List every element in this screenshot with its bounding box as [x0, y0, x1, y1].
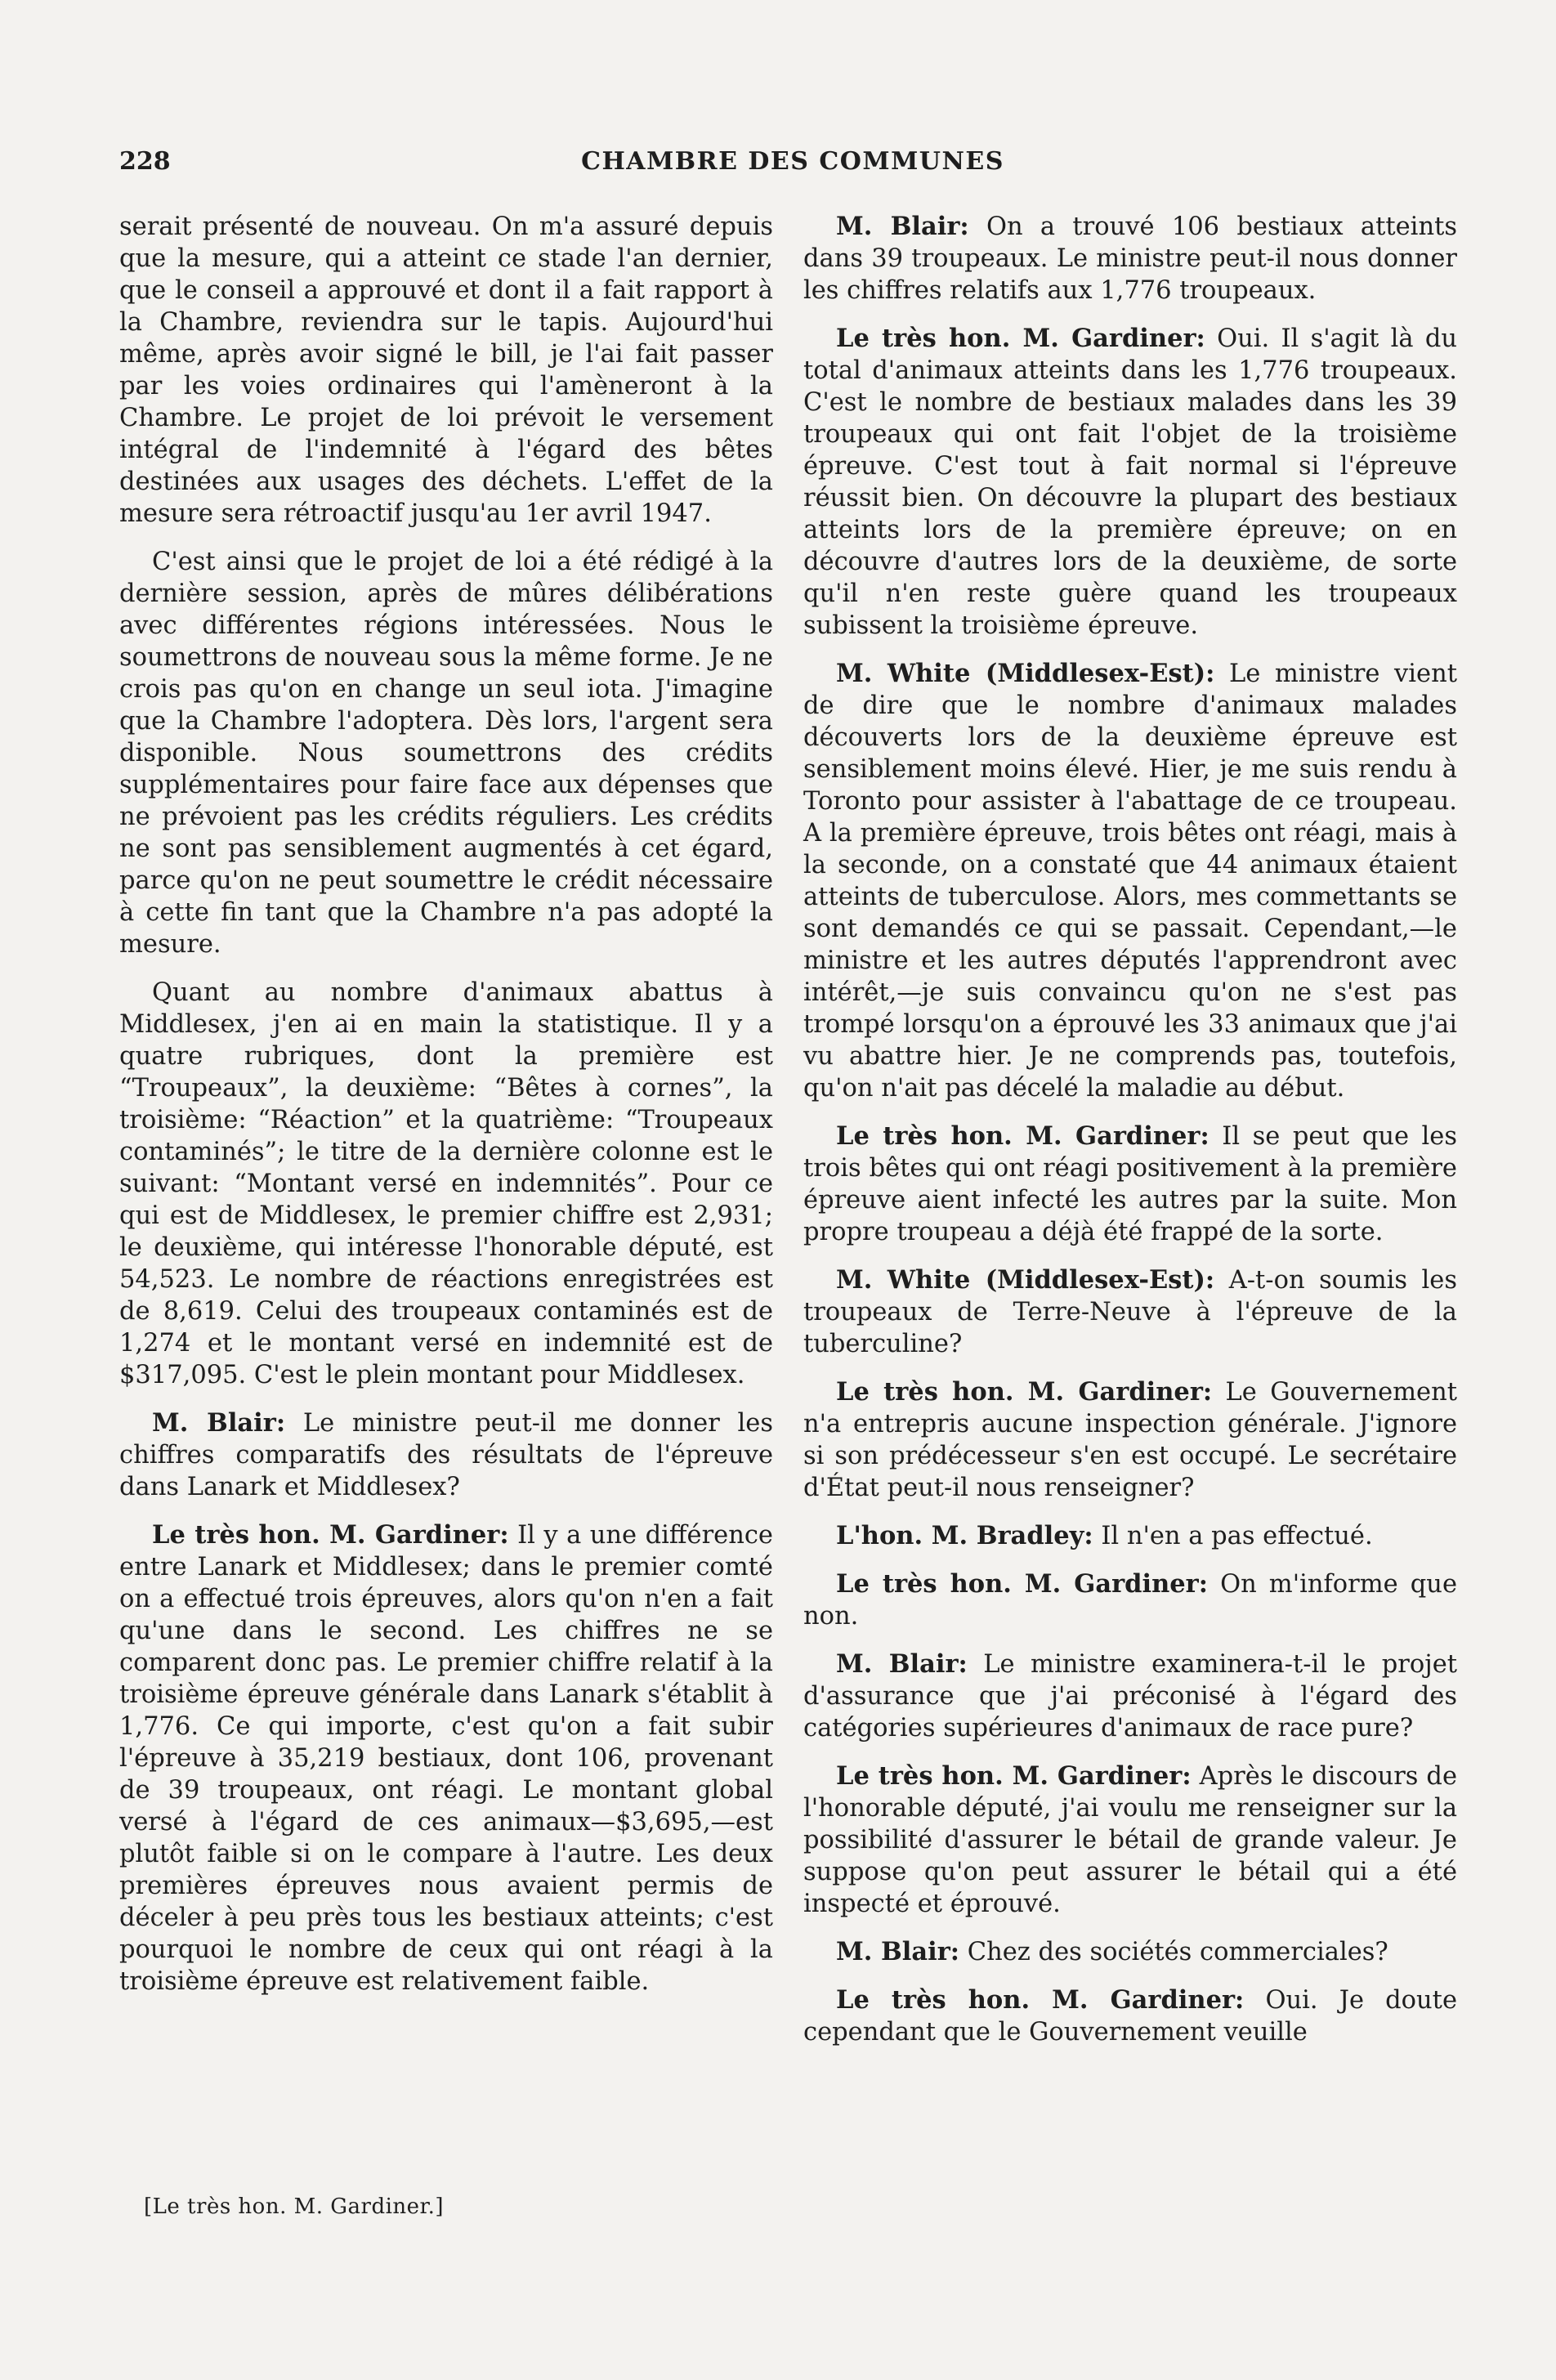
paragraph-text: Le ministre vient de dire que le nombre d'animaux malades découverts lors de la deuxième épreuve est sensiblement moins élevé. Hier, je me suis rendu à Toronto pour assister à l'abattage de ce troupeau. A la première épreuve, trois bêtes ont réagi, mais à la seconde, on a constaté que 44 animaux étaient atteints de tuberculose. Alors, mes commettants se sont demandés ce qui se passait. Cependant,—le ministre et les autres députés l'apprendront avec intérêt,—je suis convaincu qu'on ne s'est pas trompé lorsqu'on a éprouvé les 33 animaux que j'ai vu abattre hier. Je ne comprends pas, toutefois, qu'on n'ait pas décelé la maladie au début.: [803, 660, 1457, 1103]
paragraph-text: serait présenté de nouveau. On m'a assuré depuis que la mesure, qui a atteint ce stade l'an dernier, que le conseil a approuvé et dont il a fait rapport à la Chambre, reviendra sur le tapis. Aujourd'hui même, après avoir signé le bill, je l'ai fait passer par les voies ordinaires qui l'amèneront à la Chambre. Le projet de loi prévoit le versement intégral de l'indemnité à l'égard des bêtes destinées aux usages des déchets. L'effet de la mesure sera rétroactif jusqu'au 1er avril 1947.: [119, 212, 773, 528]
speaker-name: Le très hon. M. Gardiner:: [836, 1569, 1208, 1599]
paragraph-text: Il n'en a pas effectué.: [1101, 1522, 1373, 1550]
paragraph-text: Quant au nombre d'animaux abattus à Middlesex, j'en ai en main la statistique. Il y a quatre rubriques, dont la première est “Troupeaux”, la deuxième: “Bêtes à cornes”, la troisième: “Réaction” et la quatrième: “Troupeaux contaminés”; le titre de la dernière colonne est le suivant: “Montant versé en indemnités”. Pour ce qui est de Middlesex, le premier chiffre est 2,931; le deuxième, qui intéresse l'honorable député, est 54,523. Le nombre de réactions enregistrées est de 8,619. Celui des troupeaux contaminés est de 1,274 et le montant versé en indemnité est de $317,095. C'est le plein montant pour Middlesex.: [119, 978, 773, 1389]
paragraph: [803, 658, 1457, 1104]
speaker-name: L'hon. M. Bradley:: [836, 1521, 1093, 1550]
paragraph: [803, 1264, 1457, 1360]
speaker-name: M. Blair:: [152, 1408, 286, 1438]
speaker-name: M. Blair:: [836, 1937, 960, 1966]
speaker-name: Le très hon. M. Gardiner:: [836, 324, 1205, 353]
paragraph: [119, 1407, 773, 1503]
speaker-name: Le très hon. M. Gardiner:: [152, 1520, 509, 1550]
speaker-name: Le très hon. M. Gardiner:: [836, 1985, 1245, 2015]
speaker-name: M. White (Middlesex-Est):: [836, 1265, 1215, 1295]
paragraph-text: Chez des sociétés commerciales?: [967, 1938, 1388, 1966]
paragraph-text: Le Gouvernement n'a entrepris aucune inspection générale. J'ignore si son prédécesseur s'en est occupé. Le secrétaire d'État peut-il nous renseigner?: [803, 1378, 1457, 1502]
paragraph: [803, 1936, 1457, 1968]
paragraph-text: Oui. Il s'agit là du total d'animaux atteints dans les 1,776 troupeaux. C'est le nombre de bestiaux malades dans les 39 troupeaux qui ont fait l'objet de la troisième épreuve. C'est tout à fait normal si l'épreuve réussit bien. On découvre la plupart des bestiaux atteints lors de la première épreuve; on en découvre d'autres lors de la deuxième, de sorte qu'il n'en reste guère quand les troupeaux subissent la troisième épreuve.: [803, 324, 1458, 640]
paragraph-text: A-t-on soumis les troupeaux de Terre-Neuve à l'épreuve de la tuberculine?: [803, 1266, 1457, 1358]
left-column: [119, 211, 773, 2014]
paragraph-text: C'est ainsi que le projet de loi a été rédigé à la dernière session, après de mûres délibérations avec différentes régions intéressées. Nous le soumettrons de nouveau sous la même forme. Je ne crois pas qu'on en change un seul iota. J'imagine que la Chambre l'adoptera. Dès lors, l'argent sera disponible. Nous soumettrons des crédits supplémentaires pour faire face aux dépenses que ne prévoient pas les crédits réguliers. Les crédits ne sont pas sensiblement augmentés à cet égard, parce qu'on ne peut soumettre le crédit nécessaire à cette fin tant que la Chambre n'a pas adopté la mesure.: [119, 548, 773, 959]
paragraph-text: Il y a une différence entre Lanark et Middlesex; dans le premier comté on a effectué trois épreuves, alors qu'on n'en a fait qu'une dans le second. Les chiffres ne se comparent donc pas. Le premier chiffre relatif à la troisième épreuve générale dans Lanark s'établit à 1,776. Ce qui importe, c'est qu'on a fait subir l'épreuve à 35,219 bestiaux, dont 106, provenant de 39 troupeaux, ont réagi. Le montant global versé à l'égard de ces animaux—$3,695,—est plutôt faible si on le compare à l'autre. Les deux premières épreuves nous avaient permis de déceler à peu près tous les bestiaux atteints; c'est pourquoi le nombre de ceux qui ont réagi à la troisième épreuve est relativement faible.: [119, 1521, 773, 1996]
paragraph-text: Après le discours de l'honorable député, j'ai voulu me renseigner sur la possibilité d'assurer le bétail de grande valeur. Je suppose qu'on peut assurer le bétail qui a été inspecté et éprouvé.: [803, 1762, 1458, 1918]
paragraph-text: Le ministre peut-il me donner les chiffres comparatifs des résultats de l'épreuve dans Lanark et Middlesex?: [119, 1409, 773, 1501]
paragraph-text: Oui. Je doute cependant que le Gouvernement veuille: [803, 1986, 1457, 2047]
paragraph-text: On m'informe que non.: [803, 1570, 1457, 1631]
paragraph: [119, 211, 773, 530]
running-title: CHAMBRE DES COMMUNES: [581, 147, 1004, 176]
speaker-name: Le très hon. M. Gardiner:: [836, 1377, 1213, 1407]
speaker-name: M. Blair:: [836, 1649, 968, 1679]
paragraph: [803, 323, 1457, 642]
paragraph: [119, 1519, 773, 1998]
paragraph: [119, 977, 773, 1391]
page-header: [119, 147, 1466, 180]
speaker-name: M. Blair:: [836, 212, 969, 241]
speaker-name: M. White (Middlesex-Est):: [836, 659, 1215, 688]
paragraph: [803, 1760, 1457, 1920]
paragraph: [803, 1984, 1457, 2048]
paragraph: [119, 546, 773, 960]
page-number: 228: [119, 147, 171, 176]
paragraph: [803, 1568, 1457, 1632]
speaker-name: Le très hon. M. Gardiner:: [836, 1761, 1192, 1791]
paragraph: [803, 1520, 1457, 1552]
paragraph-text: On a trouvé 106 bestiaux atteints dans 39 troupeaux. Le ministre peut-il nous donner les chiffres relatifs aux 1,776 troupeaux.: [803, 212, 1457, 305]
paragraph-text: Il se peut que les trois bêtes qui ont réagi positivement à la première épreuve aient infecté les autres par la suite. Mon propre troupeau a déjà été frappé de la sorte.: [803, 1122, 1458, 1246]
page-footer: [Le très hon. M. Gardiner.]: [144, 2194, 445, 2219]
speaker-name: Le très hon. M. Gardiner:: [836, 1121, 1209, 1151]
paragraph: [803, 1376, 1457, 1504]
paragraph: [803, 1121, 1457, 1248]
paragraph-text: Le ministre examinera-t-il le projet d'assurance que j'ai préconisé à l'égard des catégories supérieures d'animaux de race pure?: [803, 1650, 1457, 1742]
paragraph: [803, 211, 1457, 306]
right-column: [803, 211, 1457, 2065]
paragraph: [803, 1649, 1457, 1744]
